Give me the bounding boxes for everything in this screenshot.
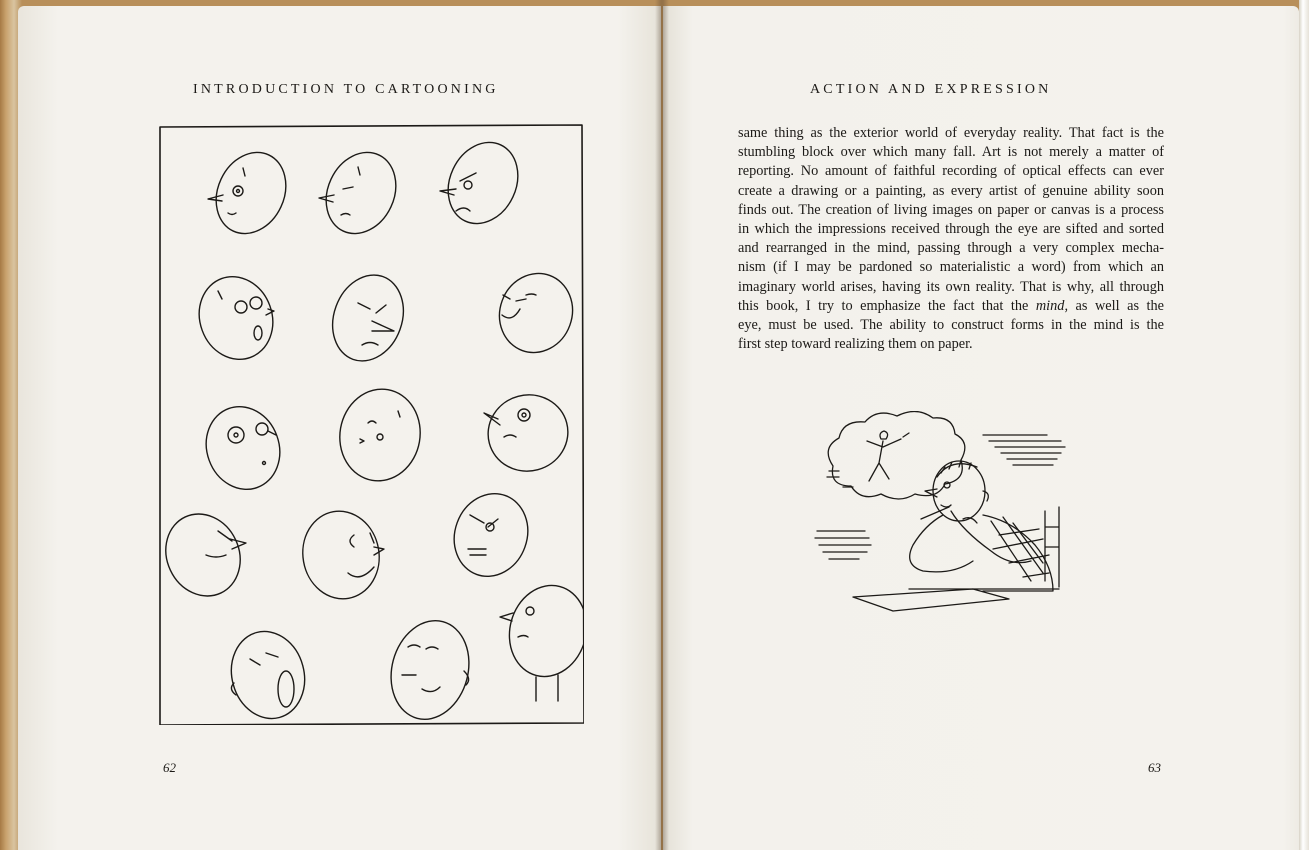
text-line: and rearranged in the mind, passing through a very complex mecha- <box>738 240 1164 257</box>
expression-faces-illustration <box>158 123 584 725</box>
text-line: first step toward realizing them on paper. <box>738 336 973 353</box>
text-line: create a drawing or a painting, as every artist of genuine ability soon <box>738 182 1164 199</box>
text-line: in which the impressions received through the eye are sifted and sorted <box>738 221 1164 238</box>
text-line: eye, must be used. The ability to construct forms in the mind is the <box>738 317 1164 334</box>
faces-drawing <box>158 123 584 725</box>
left-page <box>18 6 661 850</box>
text-line: reporting. No amount of faithful recording of optical effects can ever <box>738 163 1164 180</box>
text-line: nism (if I may be pardoned so materialistic a word) from which an <box>738 259 1164 276</box>
page-edges <box>1299 0 1309 850</box>
text-segment: as well as the <box>1068 297 1164 314</box>
right-running-head: ACTION AND EXPRESSION <box>810 82 1052 97</box>
text-line: finds out. The creation of living images on paper or canvas is a process <box>738 201 1164 218</box>
text-line: same thing as the exterior world of everyday reality. That fact is the <box>738 125 1164 141</box>
book-gutter <box>655 0 669 850</box>
body-paragraph <box>738 124 1164 354</box>
right-page-number: 63 <box>1148 760 1161 775</box>
text-segment: this book, I try to emphasize the fact that the <box>738 297 1036 314</box>
text-line: imaginary world arises, having its own reality. That is why, all through <box>738 278 1164 295</box>
artist-drawing <box>813 411 1083 616</box>
right-page <box>663 6 1299 850</box>
left-page-number: 62 <box>163 760 176 775</box>
text-line: stumbling block over which many fall. Art is not merely a matter of <box>738 144 1164 161</box>
daydreaming-artist-illustration <box>813 411 1083 616</box>
left-running-head: INTRODUCTION TO CARTOONING <box>193 82 499 97</box>
emphasis-mind: mind, <box>1035 297 1069 314</box>
text-line <box>738 297 1164 316</box>
